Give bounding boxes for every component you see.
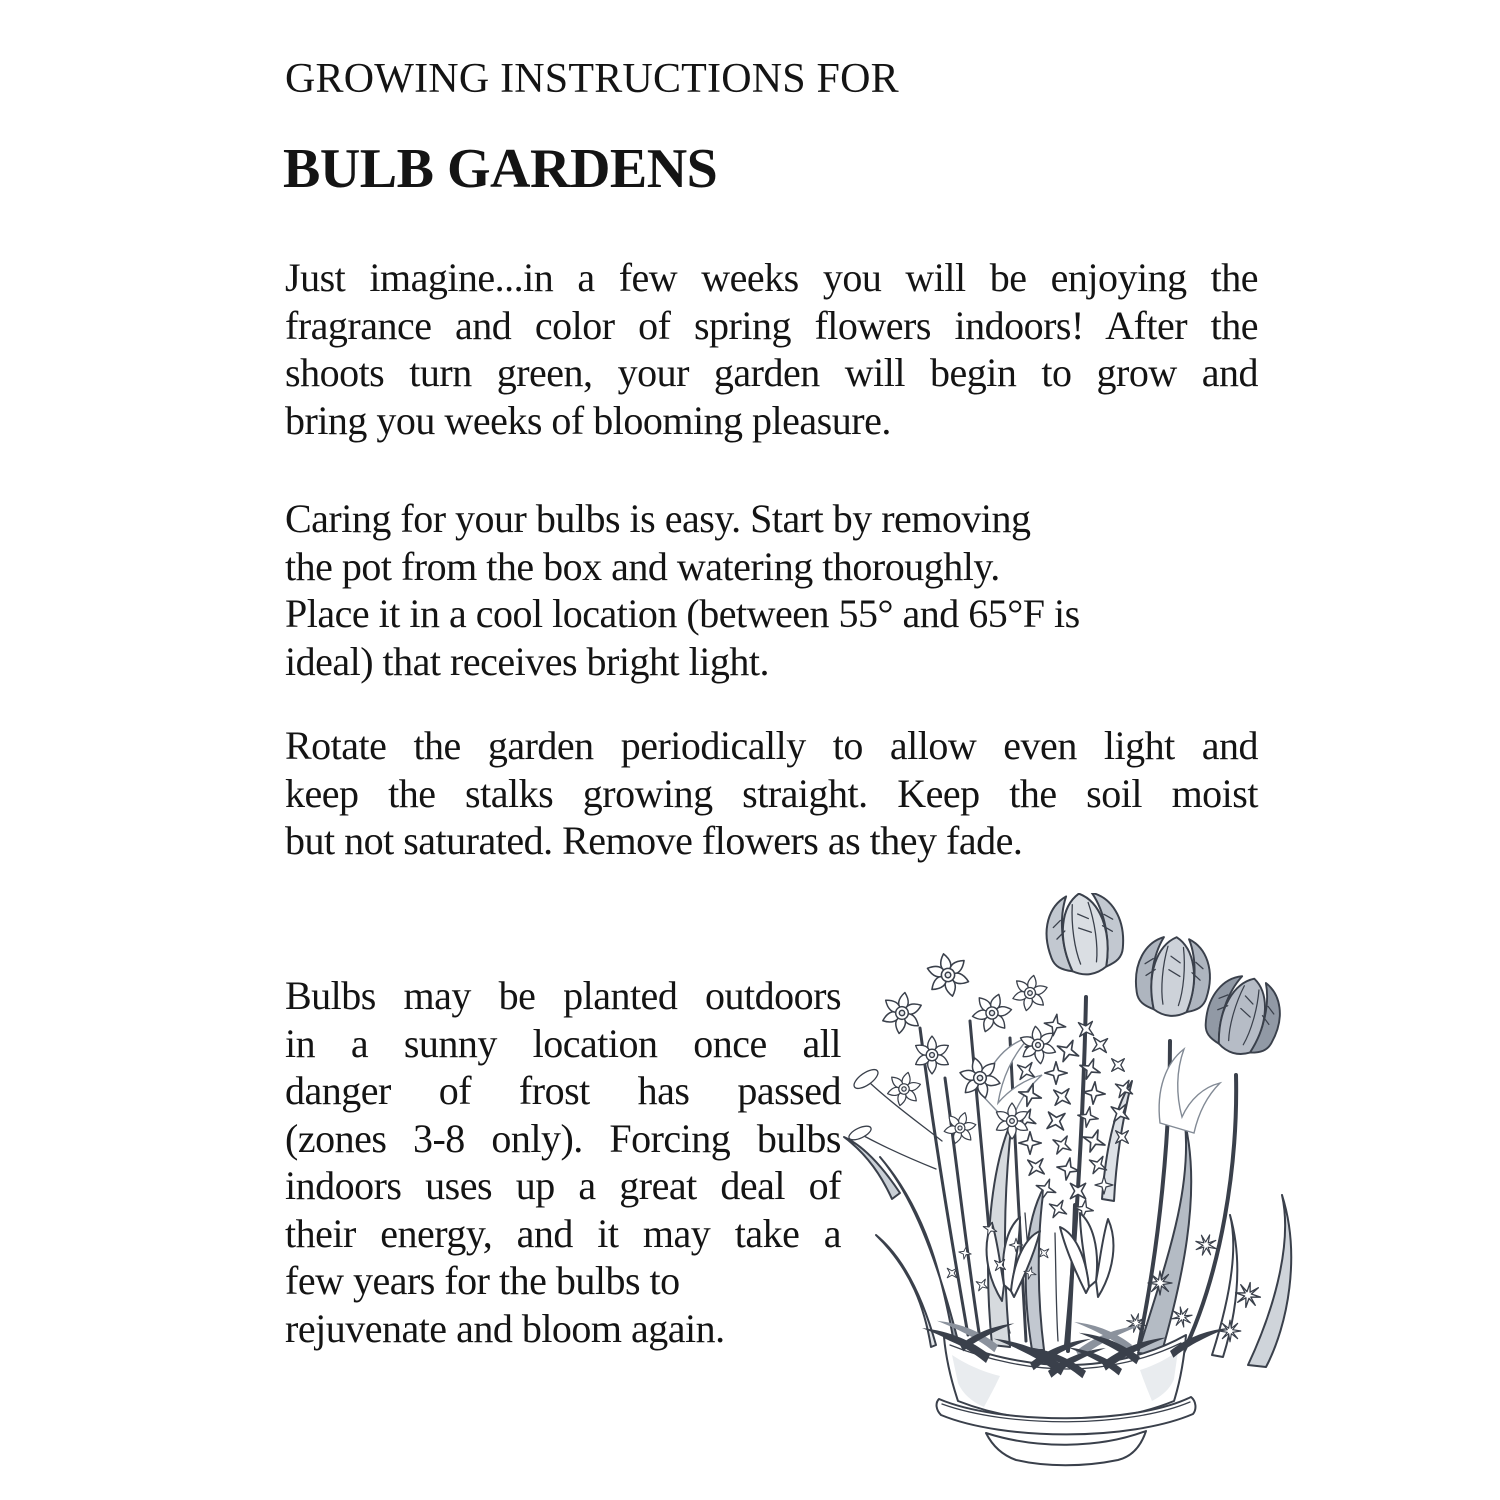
text-line: rejuvenate and bloom again. — [285, 1305, 725, 1351]
paragraph-rotate — [285, 722, 1258, 865]
text-line: fragrance and color of spring flowers indoors! After the — [285, 302, 1258, 348]
eyebrow-heading: GROWING INSTRUCTIONS FOR — [285, 56, 899, 102]
page-title: BULB GARDENS — [283, 138, 718, 200]
paragraph-care — [285, 495, 1258, 685]
text-line: bring you weeks of blooming pleasure. — [285, 397, 891, 443]
paragraph-outdoors — [285, 972, 841, 1352]
text-line: their energy, and it may take a — [285, 1210, 841, 1256]
text-line: shoots turn green, your garden will begin to grow and — [285, 350, 1259, 395]
text-line: indoors uses up a great deal of — [285, 1163, 841, 1208]
text-line: ideal) that receives bright light. — [285, 638, 769, 684]
paragraph-intro — [285, 254, 1258, 444]
text-line: danger of frost has passed — [285, 1068, 841, 1113]
text-line: Place it in a cool location (between 55° and 65°F is — [285, 591, 1080, 636]
text-line: few years for the bulbs to — [285, 1258, 680, 1303]
text-line: Just imagine...in a few weeks you will be enjoying the — [285, 255, 1259, 300]
text-line: the pot from the box and watering thoroughly. — [285, 543, 1000, 589]
text-line: (zones 3-8 only). Forcing bulbs — [285, 1115, 842, 1161]
text-line: Caring for your bulbs is easy. Start by removing — [285, 496, 1031, 541]
text-line: but not saturated. Remove flowers as they fade. — [285, 818, 1023, 863]
bulb-garden-illustration — [840, 893, 1320, 1473]
tulip-blooms — [1041, 893, 1289, 1063]
text-line: Bulbs may be planted outdoors — [285, 973, 842, 1018]
text-line: Rotate the garden periodically to allow even light and — [285, 723, 1258, 768]
text-line: keep the stalks growing straight. Keep the soil moist — [285, 770, 1258, 816]
text-line: in a sunny location once all — [285, 1020, 841, 1066]
bulb-garden-drawing — [840, 893, 1320, 1473]
